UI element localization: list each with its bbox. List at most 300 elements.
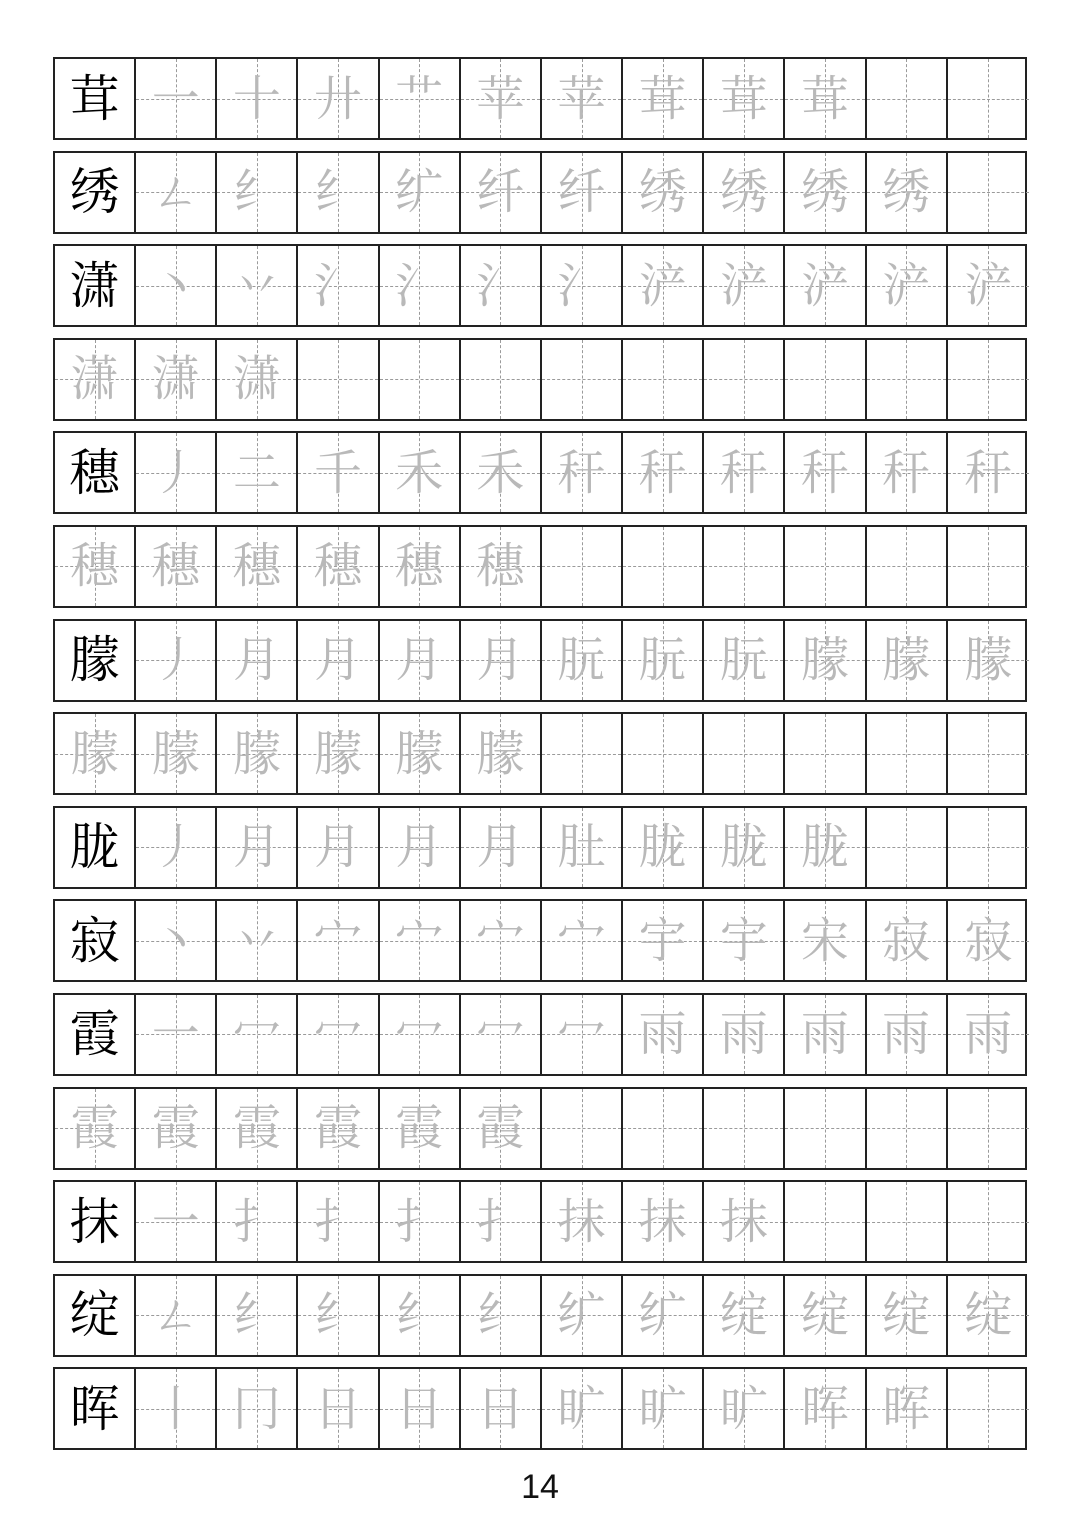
tracing-cell [948, 808, 1029, 887]
stroke-step-character [704, 340, 783, 419]
model-character: 霞 [69, 1005, 120, 1064]
stroke-step-character: 潇 [70, 351, 119, 408]
tracing-cell [948, 995, 1029, 1074]
tracing-cell [461, 714, 542, 793]
tracing-cell [785, 1369, 866, 1448]
stroke-step-character [867, 1089, 946, 1168]
tracing-cell [623, 1276, 704, 1355]
stroke-step-character: 朊 [557, 632, 606, 689]
tracing-cell [948, 901, 1029, 980]
tracing-cell [298, 340, 379, 419]
stroke-step-character: 胧 [800, 819, 849, 876]
stroke-step-character [948, 1089, 1029, 1168]
practice-row [53, 1087, 1027, 1170]
tracing-cell [461, 340, 542, 419]
stroke-step-character: 宀 [557, 912, 606, 969]
stroke-step-character: 丿 [151, 444, 200, 501]
stroke-step-character: 秆 [557, 444, 606, 501]
tracing-cell [380, 714, 461, 793]
stroke-step-character [785, 1182, 864, 1261]
tracing-cell [217, 340, 298, 419]
tracing-cell [623, 340, 704, 419]
tracing-cell [461, 1369, 542, 1448]
tracing-cell [542, 246, 623, 325]
tracing-cell [461, 527, 542, 606]
tracing-cell [542, 1089, 623, 1168]
stroke-step-character: 一 [151, 1193, 200, 1250]
stroke-step-character: 冖 [314, 1006, 363, 1063]
tracing-cell [461, 59, 542, 138]
tracing-cell [867, 995, 948, 1074]
stroke-step-character: 朦 [964, 632, 1013, 689]
tracing-cell [542, 340, 623, 419]
stroke-step-character [542, 1089, 621, 1168]
tracing-cell [380, 433, 461, 512]
practice-row [53, 151, 1027, 234]
stroke-step-character: 廾 [314, 70, 363, 127]
stroke-step-character: 秆 [638, 444, 687, 501]
tracing-cell [461, 901, 542, 980]
tracing-cell [867, 1182, 948, 1261]
stroke-step-character [623, 1089, 702, 1168]
stroke-step-character [704, 1089, 783, 1168]
tracing-cell [623, 808, 704, 887]
stroke-step-character: 绣 [800, 164, 849, 221]
stroke-step-character: 扌 [395, 1193, 444, 1250]
tracing-cell [461, 1089, 542, 1168]
practice-row [53, 1274, 1027, 1357]
stroke-step-character [867, 59, 946, 138]
tracing-cell [704, 1089, 785, 1168]
stroke-step-character: 日 [476, 1380, 525, 1437]
model-character-cell [55, 901, 136, 980]
stroke-step-character [867, 808, 946, 887]
tracing-cell [785, 153, 866, 232]
tracing-cell [380, 621, 461, 700]
model-character-cell [55, 1369, 136, 1448]
stroke-step-character [948, 153, 1029, 232]
tracing-cell [542, 59, 623, 138]
stroke-step-character [298, 340, 377, 419]
stroke-step-character: 霞 [70, 1100, 119, 1157]
stroke-step-character: 晖 [882, 1380, 931, 1437]
stroke-step-character: 绽 [882, 1287, 931, 1344]
stroke-step-character: 穗 [395, 538, 444, 595]
tracing-cell [136, 527, 217, 606]
practice-row [53, 993, 1027, 1076]
practice-row [53, 1367, 1027, 1450]
tracing-cell [623, 621, 704, 700]
tracing-cell [380, 153, 461, 232]
tracing-cell [136, 246, 217, 325]
stroke-step-character: 朦 [476, 725, 525, 782]
stroke-step-character: 纩 [395, 164, 444, 221]
tracing-cell [704, 59, 785, 138]
tracing-cell [217, 433, 298, 512]
tracing-cell [948, 527, 1029, 606]
stroke-step-character: 冖 [395, 1006, 444, 1063]
tracing-cell [298, 808, 379, 887]
stroke-step-character: 霞 [151, 1100, 200, 1157]
tracing-cell [542, 995, 623, 1074]
practice-row [53, 899, 1027, 982]
stroke-step-character [623, 340, 702, 419]
tracing-cell [461, 246, 542, 325]
tracing-cell [867, 1276, 948, 1355]
stroke-step-character [948, 1182, 1029, 1261]
tracing-cell [380, 1369, 461, 1448]
stroke-step-character: 丨 [151, 1380, 200, 1437]
tracing-cell [542, 527, 623, 606]
stroke-step-character [704, 527, 783, 606]
tracing-cell [623, 1369, 704, 1448]
writing-grid [53, 57, 1027, 1461]
stroke-step-character: 丿 [151, 632, 200, 689]
tracing-cell [380, 1276, 461, 1355]
stroke-step-character: 纟 [314, 164, 363, 221]
model-character: 绽 [69, 1286, 120, 1345]
tracing-cell [461, 1182, 542, 1261]
tracing-cell [785, 527, 866, 606]
tracing-cell [461, 995, 542, 1074]
tracing-cell [461, 433, 542, 512]
tracing-cell [948, 621, 1029, 700]
stroke-step-character: 冖 [232, 1006, 281, 1063]
tracing-cell [461, 621, 542, 700]
stroke-step-character: 抹 [719, 1193, 768, 1250]
stroke-step-character: 丶 [151, 912, 200, 969]
tracing-cell [704, 340, 785, 419]
tracing-cell [542, 1369, 623, 1448]
tracing-cell [55, 714, 136, 793]
stroke-step-character: 苹 [476, 70, 525, 127]
stroke-step-character: 茸 [638, 70, 687, 127]
practice-row [53, 525, 1027, 608]
tracing-cell [785, 340, 866, 419]
stroke-step-character: 寂 [882, 912, 931, 969]
tracing-cell [136, 1369, 217, 1448]
tracing-cell [298, 153, 379, 232]
tracing-cell [542, 153, 623, 232]
stroke-step-character: 纟 [232, 1287, 281, 1344]
stroke-step-character: 霞 [395, 1100, 444, 1157]
model-character: 穗 [69, 443, 120, 502]
stroke-step-character: 纩 [638, 1287, 687, 1344]
stroke-step-character: 浐 [800, 257, 849, 314]
stroke-step-character: 纟 [395, 1287, 444, 1344]
stroke-step-character: 宀 [314, 912, 363, 969]
stroke-step-character: 纤 [557, 164, 606, 221]
stroke-step-character: 宇 [719, 912, 768, 969]
stroke-step-character: 胧 [638, 819, 687, 876]
tracing-cell [542, 1182, 623, 1261]
tracing-cell [298, 995, 379, 1074]
tracing-cell [948, 246, 1029, 325]
stroke-step-character: 绽 [800, 1287, 849, 1344]
stroke-step-character: 旷 [638, 1380, 687, 1437]
stroke-step-character [948, 714, 1029, 793]
stroke-step-character [380, 340, 459, 419]
tracing-cell [867, 808, 948, 887]
stroke-step-character [948, 59, 1029, 138]
stroke-step-character: 雨 [719, 1006, 768, 1063]
practice-row [53, 619, 1027, 702]
stroke-step-character: 丶 [151, 257, 200, 314]
model-character: 茸 [69, 69, 120, 128]
stroke-step-character: 丷 [232, 912, 281, 969]
tracing-cell [704, 621, 785, 700]
stroke-step-character: 纩 [557, 1287, 606, 1344]
stroke-step-character: 月 [395, 632, 444, 689]
tracing-cell [542, 621, 623, 700]
stroke-step-character: 二 [232, 444, 281, 501]
stroke-step-character [867, 1182, 946, 1261]
stroke-step-character: 月 [232, 819, 281, 876]
stroke-step-character: 绣 [719, 164, 768, 221]
stroke-step-character: 绽 [719, 1287, 768, 1344]
stroke-step-character: 潇 [151, 351, 200, 408]
tracing-cell [136, 1089, 217, 1168]
stroke-step-character: 绣 [882, 164, 931, 221]
stroke-step-character: 丿 [151, 819, 200, 876]
tracing-cell [623, 246, 704, 325]
tracing-cell [298, 621, 379, 700]
stroke-step-character: 氵 [557, 257, 606, 314]
tracing-cell [867, 1369, 948, 1448]
tracing-cell [298, 714, 379, 793]
stroke-step-character: 穗 [476, 538, 525, 595]
tracing-cell [461, 1276, 542, 1355]
practice-row [53, 57, 1027, 140]
stroke-step-character: 霞 [476, 1100, 525, 1157]
tracing-cell [623, 433, 704, 512]
model-character-cell [55, 1182, 136, 1261]
tracing-cell [298, 1182, 379, 1261]
tracing-cell [785, 808, 866, 887]
stroke-step-character [867, 714, 946, 793]
tracing-cell [217, 714, 298, 793]
stroke-step-character: 旷 [719, 1380, 768, 1437]
tracing-cell [867, 153, 948, 232]
stroke-step-character: 扌 [476, 1193, 525, 1250]
stroke-step-character: 日 [395, 1380, 444, 1437]
stroke-step-character [785, 340, 864, 419]
practice-row [53, 338, 1027, 421]
stroke-step-character: 一 [151, 70, 200, 127]
tracing-cell [298, 901, 379, 980]
tracing-cell [785, 621, 866, 700]
stroke-step-character: 氵 [314, 257, 363, 314]
practice-row [53, 244, 1027, 327]
tracing-cell [217, 995, 298, 1074]
tracing-cell [298, 1089, 379, 1168]
stroke-step-character: 日 [314, 1380, 363, 1437]
stroke-step-character: 冖 [557, 1006, 606, 1063]
tracing-cell [867, 340, 948, 419]
stroke-step-character: 朦 [314, 725, 363, 782]
tracing-cell [542, 901, 623, 980]
tracing-cell [867, 59, 948, 138]
tracing-cell [867, 621, 948, 700]
stroke-step-character [785, 1089, 864, 1168]
stroke-step-character: 肚 [557, 819, 606, 876]
stroke-step-character: 穗 [314, 538, 363, 595]
stroke-step-character [704, 714, 783, 793]
model-character-cell [55, 995, 136, 1074]
stroke-step-character: 晖 [800, 1380, 849, 1437]
tracing-cell [542, 1276, 623, 1355]
stroke-step-character: 雨 [882, 1006, 931, 1063]
stroke-step-character: 月 [314, 819, 363, 876]
practice-row [53, 806, 1027, 889]
stroke-step-character: 宀 [476, 912, 525, 969]
stroke-step-character: 寂 [964, 912, 1013, 969]
stroke-step-character: 扌 [314, 1193, 363, 1250]
stroke-step-character: 千 [314, 444, 363, 501]
tracing-cell [136, 995, 217, 1074]
tracing-cell [867, 714, 948, 793]
stroke-step-character [948, 1369, 1029, 1448]
tracing-cell [948, 714, 1029, 793]
tracing-cell [380, 340, 461, 419]
stroke-step-character: 浐 [719, 257, 768, 314]
tracing-cell [55, 340, 136, 419]
tracing-cell [136, 340, 217, 419]
tracing-cell [704, 714, 785, 793]
tracing-cell [867, 433, 948, 512]
tracing-cell [217, 1182, 298, 1261]
stroke-step-character: 纟 [232, 164, 281, 221]
stroke-step-character: 一 [151, 1006, 200, 1063]
tracing-cell [217, 153, 298, 232]
stroke-step-character: 旷 [557, 1380, 606, 1437]
stroke-step-character: 秆 [882, 444, 931, 501]
tracing-cell [217, 621, 298, 700]
stroke-step-character: 绣 [638, 164, 687, 221]
tracing-cell [136, 901, 217, 980]
page-number: 14 [521, 1468, 559, 1506]
tracing-cell [217, 1089, 298, 1168]
stroke-step-character: 十 [232, 70, 281, 127]
tracing-cell [623, 901, 704, 980]
tracing-cell [298, 1276, 379, 1355]
tracing-cell [948, 1369, 1029, 1448]
tracing-cell [704, 527, 785, 606]
practice-row [53, 431, 1027, 514]
stroke-step-character: 抹 [638, 1193, 687, 1250]
stroke-step-character: 朊 [638, 632, 687, 689]
stroke-step-character: 纤 [476, 164, 525, 221]
tracing-cell [298, 1369, 379, 1448]
stroke-step-character: 秆 [800, 444, 849, 501]
stroke-step-character: 禾 [476, 444, 525, 501]
stroke-step-character: 宀 [395, 912, 444, 969]
stroke-step-character: 月 [395, 819, 444, 876]
tracing-cell [785, 901, 866, 980]
tracing-cell [948, 1276, 1029, 1355]
stroke-step-character: 朊 [719, 632, 768, 689]
stroke-step-character: 纟 [476, 1287, 525, 1344]
tracing-cell [298, 59, 379, 138]
stroke-step-character: 朦 [800, 632, 849, 689]
stroke-step-character [785, 714, 864, 793]
stroke-step-character [948, 527, 1029, 606]
stroke-step-character: 朦 [70, 725, 119, 782]
stroke-step-character: 茸 [800, 70, 849, 127]
tracing-cell [704, 1182, 785, 1261]
stroke-step-character: 丷 [232, 257, 281, 314]
model-character-cell [55, 153, 136, 232]
tracing-cell [380, 59, 461, 138]
stroke-step-character: 穗 [232, 538, 281, 595]
stroke-step-character [542, 714, 621, 793]
stroke-step-character: 宇 [638, 912, 687, 969]
tracing-cell [785, 246, 866, 325]
stroke-step-character: 浐 [882, 257, 931, 314]
stroke-step-character: ㄥ [151, 164, 200, 221]
stroke-step-character: 穗 [70, 538, 119, 595]
stroke-step-character: 禾 [395, 444, 444, 501]
stroke-step-character: 霞 [232, 1100, 281, 1157]
model-character-cell [55, 621, 136, 700]
tracing-cell [867, 527, 948, 606]
tracing-cell [55, 1089, 136, 1168]
stroke-step-character: 茸 [719, 70, 768, 127]
stroke-step-character: 艹 [395, 70, 444, 127]
tracing-cell [704, 808, 785, 887]
stroke-step-character: 浐 [638, 257, 687, 314]
tracing-cell [380, 995, 461, 1074]
stroke-step-character: 绽 [964, 1287, 1013, 1344]
model-character: 胧 [69, 818, 120, 877]
stroke-step-character [542, 340, 621, 419]
stroke-step-character: 潇 [232, 351, 281, 408]
tracing-cell [380, 1182, 461, 1261]
tracing-cell [704, 246, 785, 325]
practice-row [53, 712, 1027, 795]
tracing-cell [217, 246, 298, 325]
stroke-step-character: 纟 [314, 1287, 363, 1344]
stroke-step-character: 扌 [232, 1193, 281, 1250]
tracing-cell [217, 59, 298, 138]
tracing-cell [623, 1089, 704, 1168]
stroke-step-character: 月 [476, 819, 525, 876]
tracing-cell [136, 59, 217, 138]
tracing-cell [298, 246, 379, 325]
tracing-cell [380, 246, 461, 325]
tracing-cell [785, 1089, 866, 1168]
stroke-step-character: 胧 [719, 819, 768, 876]
stroke-step-character: 雨 [800, 1006, 849, 1063]
tracing-cell [136, 621, 217, 700]
tracing-cell [136, 808, 217, 887]
model-character: 寂 [69, 911, 120, 970]
tracing-cell [704, 1276, 785, 1355]
tracing-cell [623, 153, 704, 232]
stroke-step-character: 朦 [232, 725, 281, 782]
stroke-step-character: 月 [476, 632, 525, 689]
tracing-cell [704, 433, 785, 512]
tracing-cell [380, 808, 461, 887]
stroke-step-character: 朦 [395, 725, 444, 782]
stroke-step-character [948, 340, 1029, 419]
tracing-cell [948, 153, 1029, 232]
tracing-cell [623, 995, 704, 1074]
tracing-cell [380, 901, 461, 980]
tracing-cell [136, 153, 217, 232]
stroke-step-character [867, 527, 946, 606]
model-character: 绣 [69, 163, 120, 222]
